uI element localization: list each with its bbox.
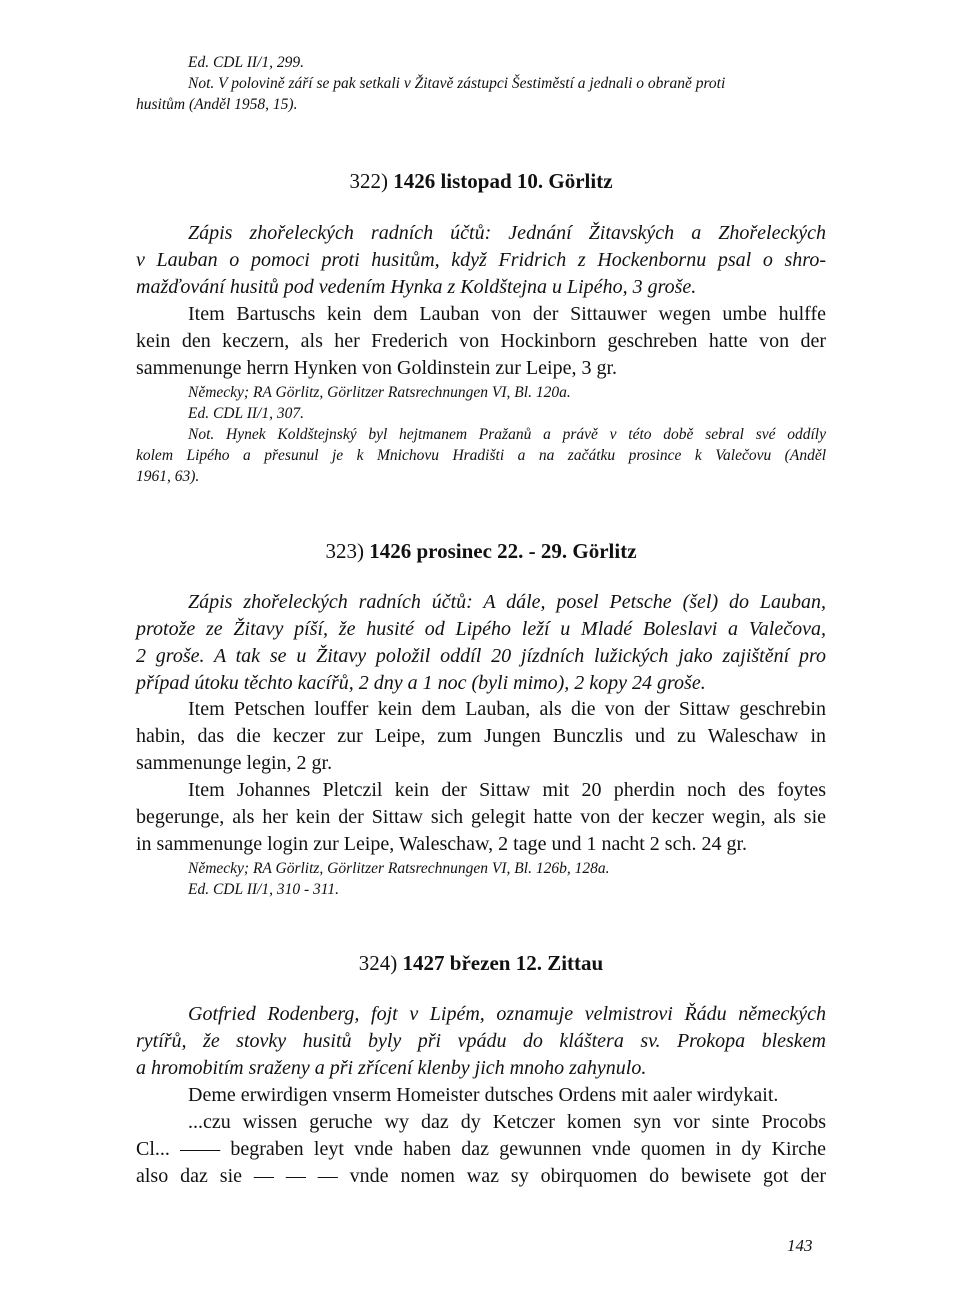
- entry-324-text: [136, 1082, 826, 1190]
- entry-322-apparatus: [136, 382, 826, 487]
- entry-324: [136, 950, 826, 976]
- entry-number: 324): [358, 951, 403, 975]
- note-line: 1961, 63).: [136, 468, 200, 485]
- entry-heading: [136, 950, 826, 976]
- entry-322-regest: [136, 220, 826, 301]
- text-line: sammenunge legin, 2 gr.: [136, 752, 333, 774]
- entry-date: 1427 březen 12. Zittau: [402, 951, 604, 975]
- edition-note: Ed. CDL II/1, 307.: [188, 405, 304, 422]
- regest-line: rytířů, že stovky husitů byly při vpádu do kláštera sv. Prokopa bleskem: [136, 1030, 826, 1052]
- text-line: kein den keczern, als her Frederich von Hockinborn geschreben hatte von der: [136, 330, 826, 352]
- entry-323-text: [136, 696, 826, 858]
- note-line: kolem Lipého a přesunul je k Mnichovu Hradišti a na začátku prosince k Valečovu (Anděl: [136, 447, 826, 464]
- entry-number: 322): [349, 169, 394, 193]
- entry-date: 1426 listopad 10. Görlitz: [393, 169, 613, 193]
- regest-line: mažďování husitů pod vedením Hynka z Koldštejna u Lipého, 3 groše.: [136, 276, 697, 298]
- text-line: habin, das die keczer zur Leipe, zum Jungen Bunczlis und zu Waleschaw in: [136, 725, 826, 747]
- entry-number: 323): [325, 539, 370, 563]
- regest-line: Gotfried Rodenberg, fojt v Lipém, oznamuje velmistrovi Řádu německých: [188, 1003, 826, 1025]
- regest-line: protože ze Žitavy píší, že husité od Lipého leží u Mladé Boleslavi a Valečova,: [136, 618, 826, 640]
- text-line: in sammenunge login zur Leipe, Waleschaw, 2 tage und 1 nacht 2 sch. 24 gr.: [136, 833, 748, 855]
- text-line: Item Petschen louffer kein dem Lauban, als die von der Sittaw geschrebin: [188, 698, 826, 720]
- entry-heading: [136, 168, 826, 194]
- entry-323-apparatus: [136, 858, 826, 900]
- text-line: Cl... —— begraben leyt vnde haben daz gewunnen vnde quomen in dy Kirche: [136, 1138, 826, 1160]
- text-line: sammenunge herrn Hynken von Goldinstein zur Leipe, 3 gr.: [136, 357, 617, 379]
- source-note: Německy; RA Görlitz, Görlitzer Ratsrechnungen VI, Bl. 126b, 128a.: [188, 860, 610, 877]
- edition-note: Ed. CDL II/1, 299.: [188, 54, 304, 71]
- entry-heading: [136, 538, 826, 564]
- entry-322-text: [136, 301, 826, 382]
- text-line: ...czu wissen geruche wy daz dy Ketczer komen syn vor sinte Procobs: [188, 1111, 826, 1133]
- regest-line: Zápis zhořeleckých radních účtů: A dále, posel Petsche (šel) do Lauban,: [188, 591, 826, 613]
- regest-line: případ útoku těchto kacířů, 2 dny a 1 noc (byli mimo), 2 kopy 24 groše.: [136, 672, 706, 694]
- entry-322: [136, 168, 826, 194]
- note-line: husitům (Anděl 1958, 15).: [136, 96, 298, 113]
- entry-date: 1426 prosinec 22. - 29. Görlitz: [369, 539, 637, 563]
- regest-line: 2 groše. A tak se u Žitavy položil oddíl 20 jízdních lužických jako zajištění pro: [136, 645, 826, 667]
- note-line: Not. Hynek Koldštejnský byl hejtmanem Pražanů a právě v této době sebral své oddíly: [188, 426, 826, 443]
- document-page: [136, 0, 826, 1311]
- top-notes: [136, 52, 826, 115]
- entry-323-regest: [136, 589, 826, 697]
- text-line: Item Bartuschs kein dem Lauban von der Sittauwer wegen umbe hulffe: [188, 303, 826, 325]
- text-line: Deme erwirdigen vnserm Homeister dutsches Ordens mit aaler wirdykait.: [188, 1084, 779, 1106]
- regest-line: v Lauban o pomoci proti husitům, když Fridrich z Hockenbornu psal o shro-: [136, 249, 826, 271]
- note-line: Not. V polovině září se pak setkali v Žitavě zástupci Šestiměstí a jednali o obraně proti: [188, 75, 726, 92]
- regest-line: Zápis zhořeleckých radních účtů: Jednání Žitavských a Zhořeleckých: [188, 222, 826, 244]
- edition-note: Ed. CDL II/1, 310 - 311.: [188, 881, 339, 898]
- page-number: 143: [787, 1236, 813, 1255]
- entry-324-regest: [136, 1001, 826, 1082]
- source-note: Německy; RA Görlitz, Görlitzer Ratsrechnungen VI, Bl. 120a.: [188, 384, 571, 401]
- text-line: Item Johannes Pletczil kein der Sittaw mit 20 pherdin noch des foytes: [188, 779, 826, 801]
- text-line: begerunge, als her kein der Sittaw sich gelegit hatte von der keczer wegin, als sie: [136, 806, 826, 828]
- entry-323: [136, 538, 826, 564]
- text-line: also daz sie — — — vnde nomen waz sy obirquomen do bewisete got der: [136, 1165, 826, 1187]
- regest-line: a hromobitím sraženy a při zřícení klenby jich mnoho zahynulo.: [136, 1057, 647, 1079]
